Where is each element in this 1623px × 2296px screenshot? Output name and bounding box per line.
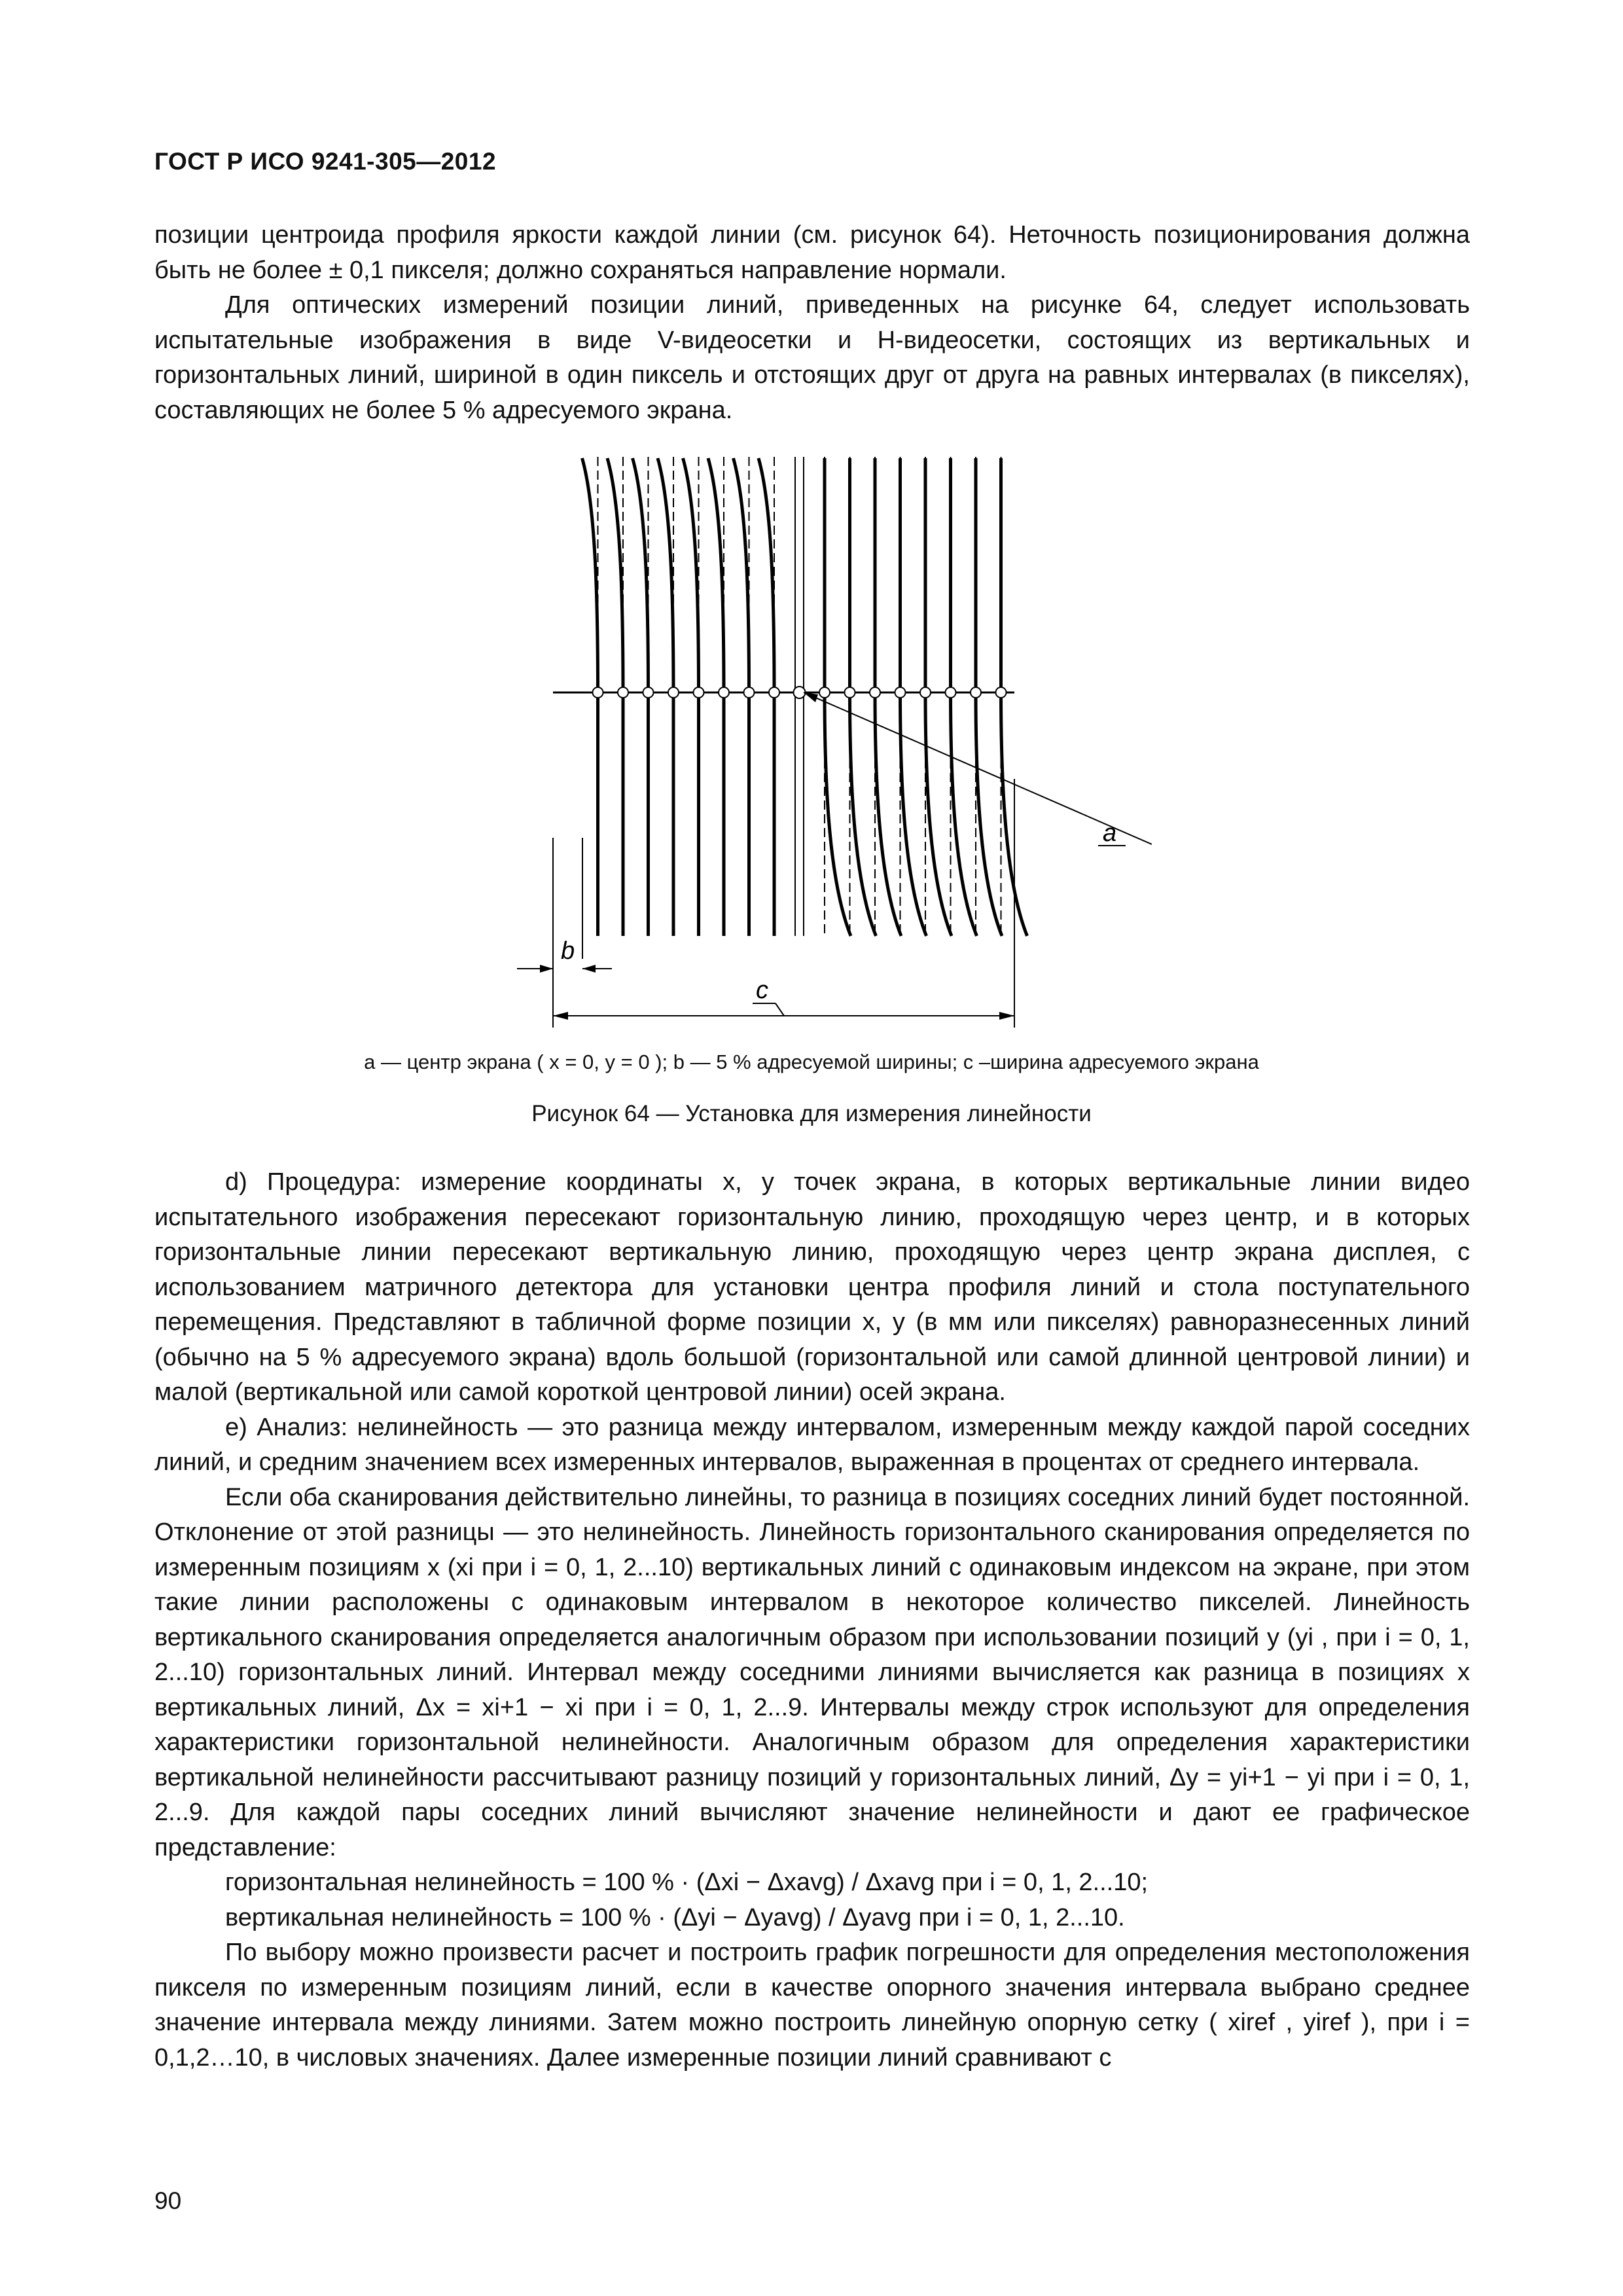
intersection-marker (593, 687, 603, 698)
linearity-figure (497, 452, 1152, 1034)
top-text-block (154, 218, 1470, 428)
intersection-marker (971, 687, 981, 698)
intersection-marker (668, 687, 679, 698)
intersection-marker (920, 687, 931, 698)
dimension-b-left-arrowhead (540, 965, 553, 973)
screen-center-marker (794, 687, 806, 698)
bottom-text-block (154, 1165, 1470, 2075)
leader-arrowhead (804, 692, 818, 702)
label-c-leader (776, 1003, 784, 1016)
intersection-marker (719, 687, 729, 698)
paragraph-optional-calculation: По выбору можно произвести расчет и построить график погрешности для определения местоположения пикселя по измеренным позициям линий, если в качестве опорного значения интервала выбрано среднее значение интервала между линиями. Затем можно построить линейную опорную сетку ( xiref , yiref ), при i = 0,1,2…10, в числовых значениях. Далее измеренные позиции линий сравнивают с (154, 1939, 1470, 2072)
intersection-marker (845, 687, 855, 698)
intersection-marker (819, 687, 830, 698)
figure-legend: a — центр экрана ( x = 0, y = 0 ); b — 5 % адресуемой ширины; c –ширина адресуемого экрана (364, 1050, 1259, 1073)
label-c: c (756, 977, 768, 1004)
paragraph-continued: позиции центроида профиля яркости каждой линии (см. рисунок 64). Неточность позиционирования должна быть не более ± 0,1 пикселя; должно сохраняться направление нормали. (154, 221, 1470, 284)
paragraph-procedure: d) Процедура: измерение координаты x, y точек экрана, в которых вертикальные линии видео испытательного изображения пересекают горизонтальную линию, проходящую через центр, и в которых горизонтальные линии пересекают вертикальную линию, проходящую через центр экрана дисплея, с использованием матричного детектора для установки центра профиля линий и стола поступательного перемещения. Представляют в табличной форме позиции x, y (в мм или пикселях) равноразнесенных линий (обычно на 5 % адресуемого экрана) вдоль большой (горизонтальной или самой длинной центровой линии) и малой (вертикальной или самой короткой центровой линии) осей экрана. (154, 1168, 1470, 1406)
dimension-b-right-arrowhead (582, 965, 596, 973)
dimension-c-left-arrowhead (553, 1012, 568, 1020)
intersection-marker (996, 687, 1007, 698)
label-a: a (1103, 819, 1117, 847)
intersection-marker (643, 687, 654, 698)
label-b: b (561, 937, 575, 965)
dimension-c-right-arrowhead (999, 1012, 1014, 1020)
intersection-marker (870, 687, 880, 698)
intersection-marker (618, 687, 628, 698)
formula-vertical: вертикальная нелинейность = 100 % · (Δyi − Δyavg) / Δyavg при i = 0, 1, 2...10. (225, 1903, 1125, 1931)
leader-line-a (804, 692, 1152, 844)
intersection-marker (694, 687, 704, 698)
page-number: 90 (154, 2187, 182, 2214)
figure-caption: Рисунок 64 — Установка для измерения линейности (531, 1101, 1092, 1126)
intersection-marker (744, 687, 755, 698)
intersection-marker (895, 687, 906, 698)
paragraph-linearity: Если оба сканирования действительно линейны, то разница в позициях соседних линий будет постоянной. Отклонение от этой разницы — это нелинейность. Линейность горизонтального сканирования определяется по измеренным позициям x (xi при i = 0, 1, 2...10) вертикальных линий с одинаковым индексом на экране, при этом такие линии расположены с одинаковым интервалом в некоторое количество пикселей. Линейность вертикального сканирования определяется аналогичным образом при использовании позиций y (yi , при i = 0, 1, 2...10) горизонтальных линий. Интервал между соседними линиями вычисляется как разница в позициях x вертикальных линий, Δx = xi+1 − xi при i = 0, 1, 2...9. Интервалы между строк используют для определения характеристики горизонтальной нелинейности. Аналогичным образом для определения характеристики вертикальной нелинейности рассчитывают разницу позиций y горизонтальных линий, Δy = yi+1 − yi при i = 0, 1, 2...9. Для каждой пары соседних линий вычисляют значение нелинейности и дают ее графическое представление: (154, 1483, 1470, 1861)
formula-horizontal: горизонтальная нелинейность = 100 % · (Δxi − Δxavg) / Δxavg при i = 0, 1, 2...10; (225, 1869, 1149, 1896)
intersection-marker (769, 687, 779, 698)
intersection-marker (946, 687, 956, 698)
document-header: ГОСТ Р ИСО 9241-305—2012 (154, 148, 497, 175)
paragraph-optical-measurements: Для оптических измерений позиции линий, приведенных на рисунке 64, следует использовать испытательные изображения в виде V-видеосетки и H-видеосетки, состоящих из вертикальных и горизонтальных линий, шириной в один пиксель и отстоящих друг от друга на равных интервалах (в пикселях), составляющих не более 5 % адресуемого экрана. (154, 291, 1470, 424)
paragraph-analysis: e) Анализ: нелинейность — это разница между интервалом, измеренным между каждой парой соседних линий, и средним значением всех измеренных интервалов, выраженная в процентах от среднего интервала. (154, 1413, 1470, 1476)
